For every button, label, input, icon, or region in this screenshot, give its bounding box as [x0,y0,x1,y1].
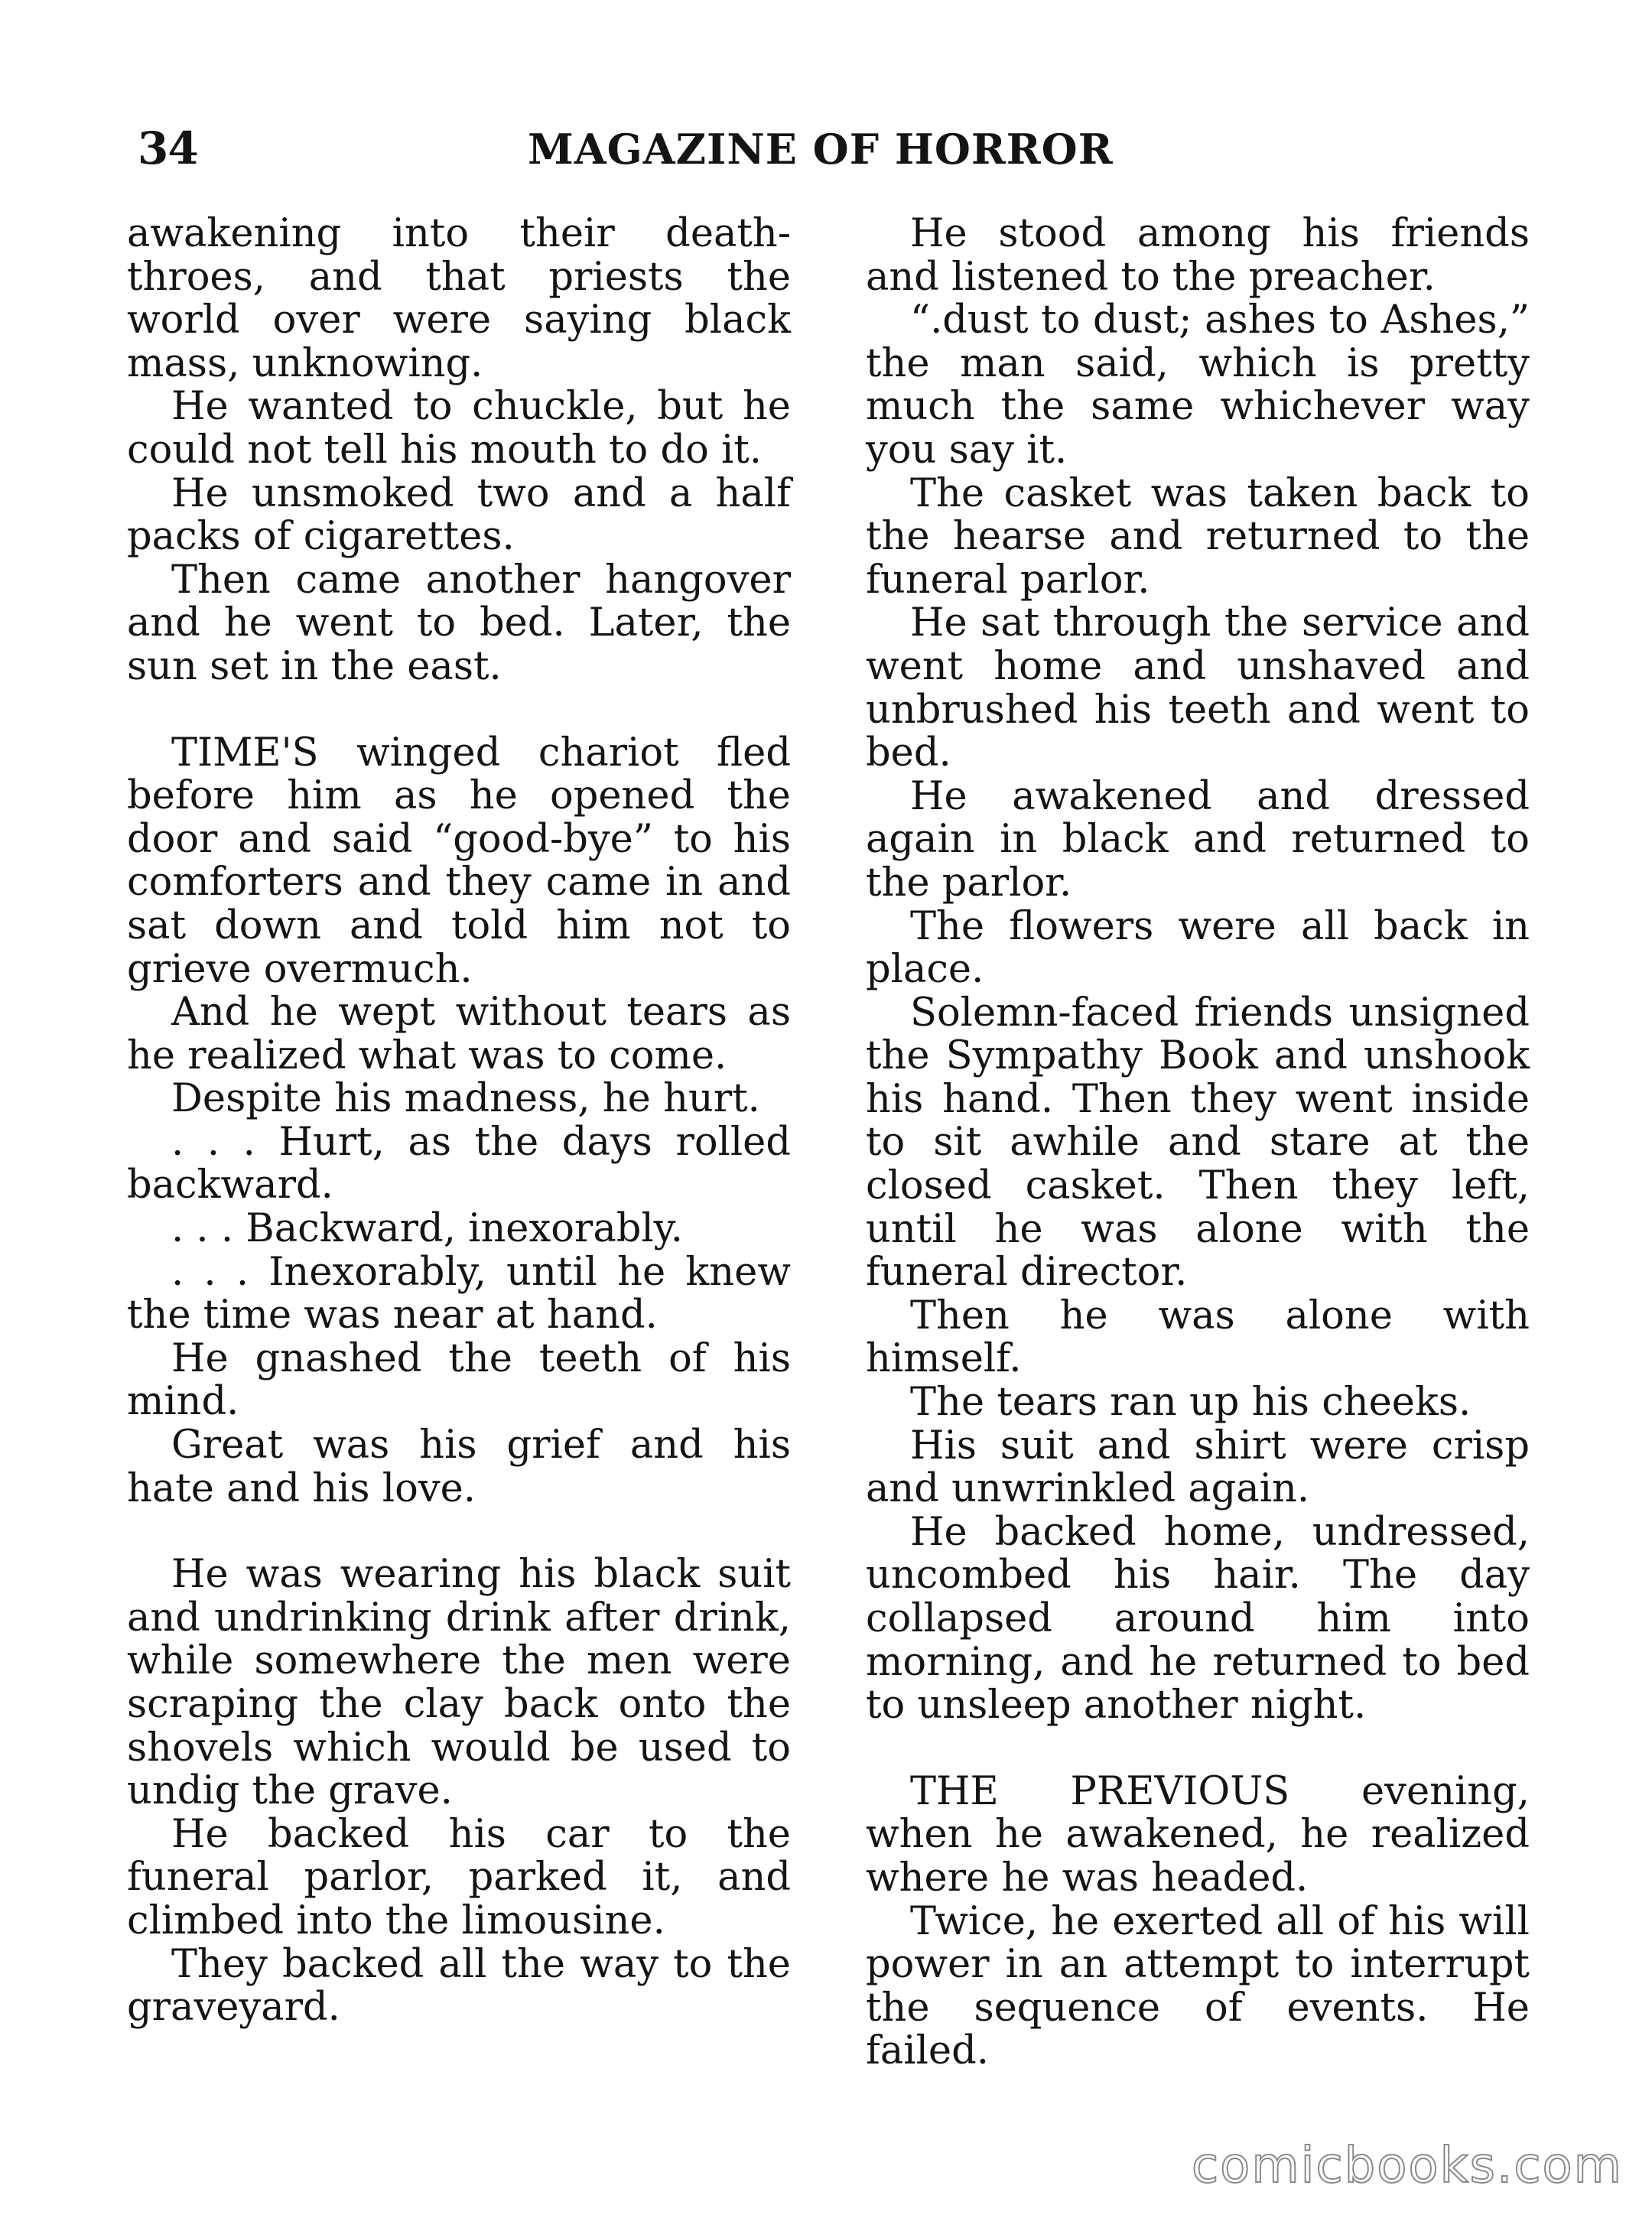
paragraph: “.dust to dust; ashes to Ashes,” the man said, which is pretty much the same whichever way you say it. [866,298,1530,473]
paragraph: His suit and shirt were crisp and unwrinkled again. [866,1423,1530,1512]
paragraph: The casket was taken back to the hearse and returned to the funeral parlor. [866,470,1530,603]
paragraph: awakening into their death-throes, and that priests the world over were saying black mass, unknowing. [127,211,791,386]
paragraph: . . . Inexorably, until he knew the time was near at hand. [127,1249,791,1338]
paragraph: And he wept without tears as he realized what was to come. [127,990,791,1078]
paragraph: He backed his car to the funeral parlor, parked it, and climbed into the limousine. [127,1811,791,1943]
paragraph: Then he was alone with himself. [866,1293,1530,1382]
paragraph: He awakened and dressed again in black and returned to the parlor. [866,773,1530,906]
left-text-column [127,213,791,2030]
watermark-logo: comicbooks.com [1191,2138,1623,2194]
paragraph: Great was his grief and his hate and his love. [127,1423,791,1511]
paragraph: Solemn-faced friends unsigned the Sympathy Book and unshook his hand. Then they went inside to sit awhile and stare at the closed casket. Then they left, until he was alone with the funeral director. [866,990,1530,1296]
paragraph: The flowers were all back in place. [866,903,1530,993]
paragraph: He sat through the service and went home and unshaved and unbrushed his teeth and went to bed. [866,600,1530,776]
paragraph: The tears ran up his cheeks. [910,1380,1472,1426]
paragraph: . . . Backward, inexorably. [171,1206,683,1252]
section-opening-paragraph: THE PREVIOUS evening, when he awakened, he realized where he was headed. [866,1768,1530,1901]
right-text-column [866,213,1530,2073]
paragraph: They backed all the way to the graveyard. [127,1941,791,2031]
paragraph: He gnashed the teeth of his mind. [127,1335,791,1425]
paragraph: He unsmoked two and a half packs of cigarettes. [127,470,791,560]
paragraph: . . . Hurt, as the days rolled backward. [127,1119,791,1208]
page-number: 34 [138,122,198,174]
section-opening-paragraph: TIME'S winged chariot fled before him as he opened the door and said “good-bye” to his comforters and they came in and sat down and told him not to grieve overmuch. [127,730,791,992]
paragraph: He wanted to chuckle, but he could not tell his mouth to do it. [127,384,791,473]
paragraph: He stood among his friends and listened to the preacher. [866,211,1530,300]
paragraph: Twice, he exerted all of his will power in an attempt to interrupt the sequence of events. He failed. [866,1898,1530,2074]
paragraph: Then came another hangover and he went to bed. Later, the sun set in the east. [127,557,791,689]
paragraph: He backed home, undressed, uncombed his hair. The day collapsed around him into morning, and he returned to bed to unsleep another night. [866,1509,1530,1729]
running-title: MAGAZINE OF HORROR [528,125,1114,174]
section-opening-paragraph: He was wearing his black suit and undrinking drink after drink, while somewhere the men were scraping the clay back onto the shovels which would be used to undig the grave. [127,1552,791,1814]
paragraph: Despite his madness, he hurt. [171,1076,760,1122]
